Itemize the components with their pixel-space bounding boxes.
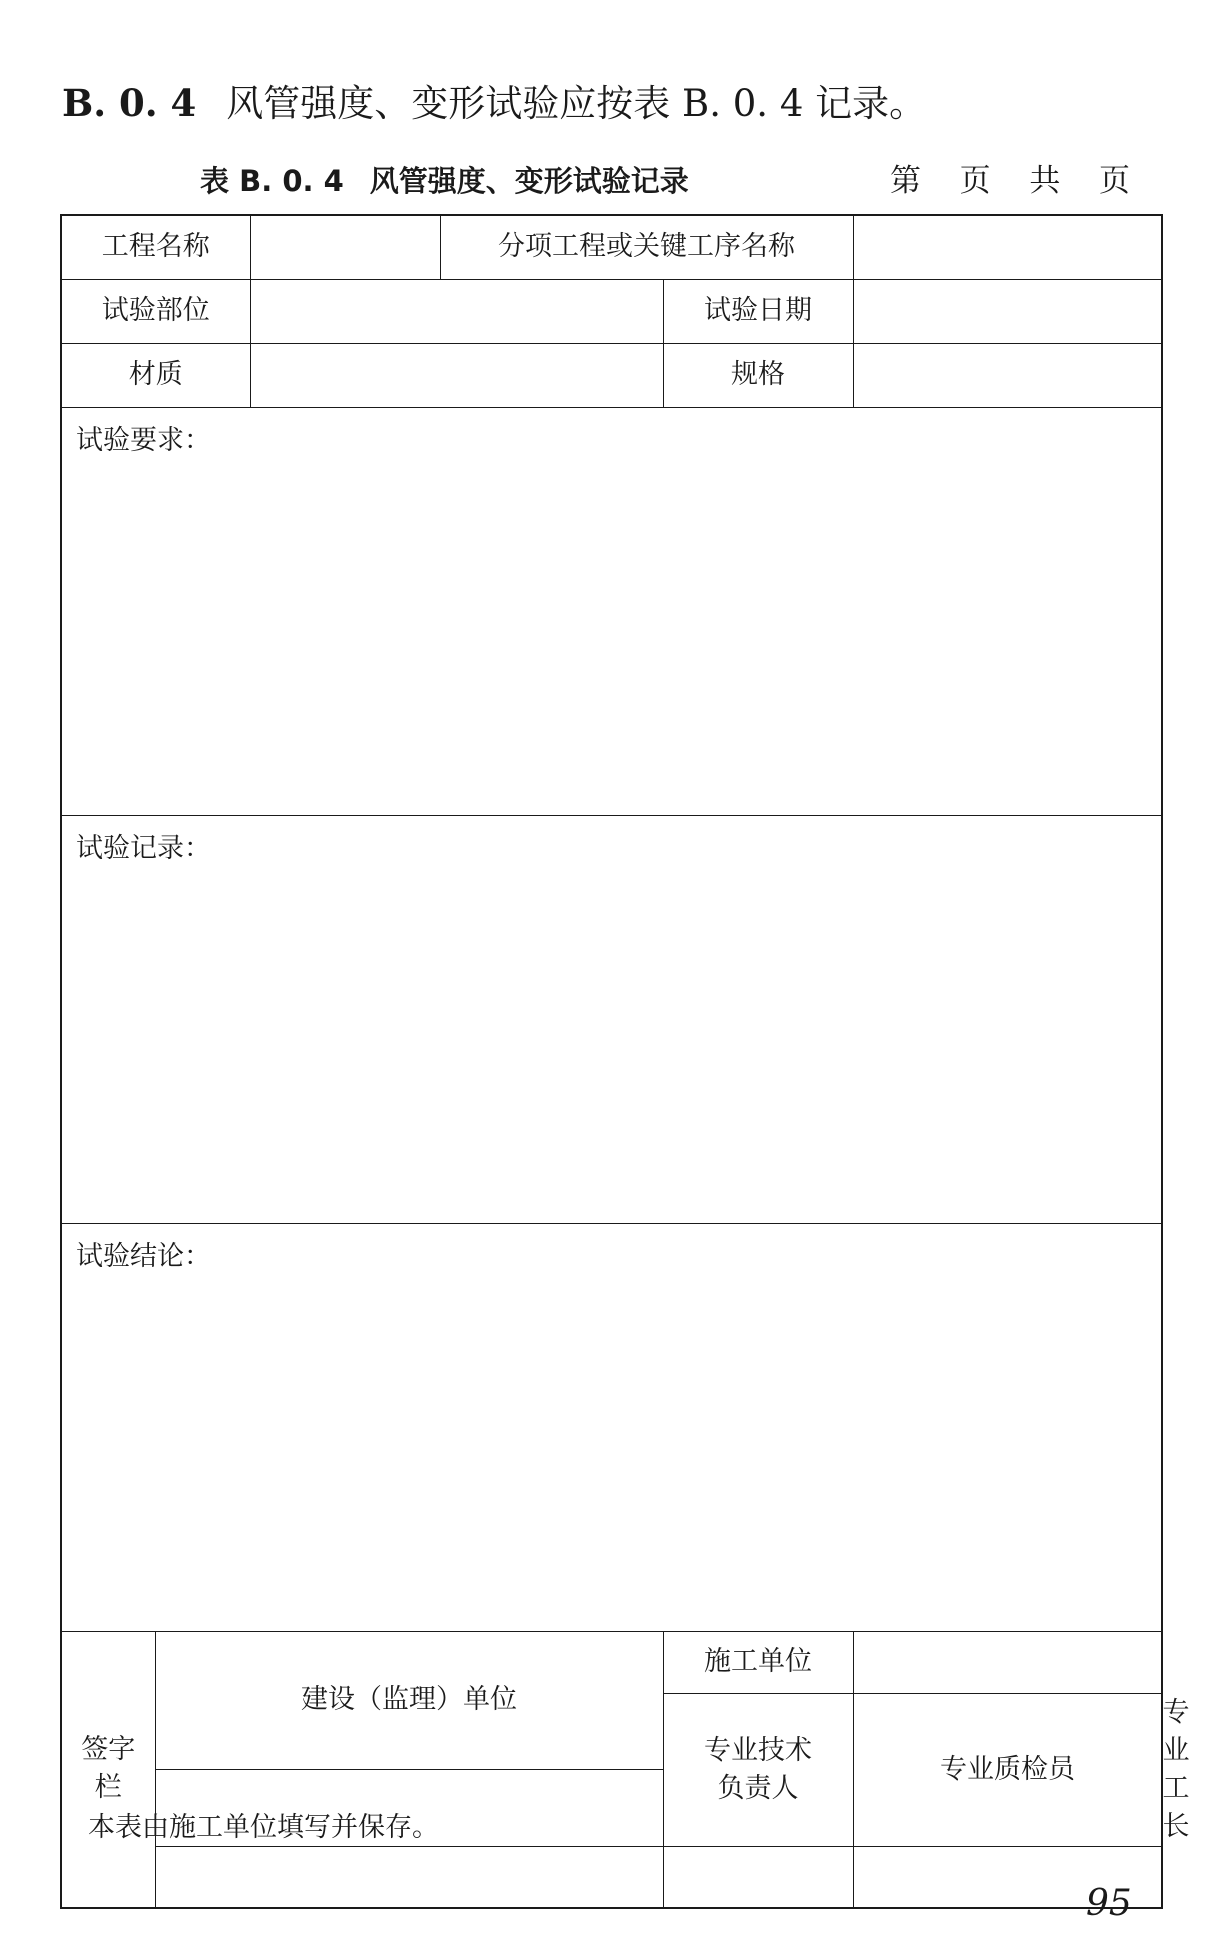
signature-column-label (61, 1631, 155, 1908)
page-count-ye: 页 (959, 163, 991, 199)
records-section[interactable] (61, 815, 1162, 1223)
signature-label-line1: 签字 (81, 1734, 136, 1766)
owner-unit-label: 建设（监理）单位 (155, 1631, 663, 1770)
records-label: 试验记录： (76, 832, 211, 864)
footnote: 本表由施工单位填写并保存。 (88, 1812, 439, 1843)
tech-lead-line1: 专业技术 (704, 1734, 812, 1766)
construction-unit-value[interactable] (853, 1631, 1162, 1693)
conclusion-label: 试验结论： (76, 1240, 211, 1272)
test-record-form: 工程名称 分项工程或关键工序名称 试验部位 试验日期 材质 规格 试验要求： 试验记录： 试验结论： 签字 栏 建设（监理）单位 施工单位 专业技术 负责人 专业质检员 专业工长 (60, 214, 1163, 1909)
clause-heading (62, 78, 926, 129)
clause-number: B. 0. 4 (62, 81, 197, 125)
conclusion-section[interactable] (61, 1223, 1162, 1631)
material-value[interactable] (250, 343, 663, 407)
table-title: 风管强度、变形试验记录 (369, 164, 689, 198)
test-date-value[interactable] (853, 279, 1162, 343)
subitem-name-value[interactable] (853, 215, 1162, 279)
table-caption (200, 160, 689, 202)
table-number: 表 B. 0. 4 (200, 164, 344, 198)
clause-text: 风管强度、变形试验应按表 B. 0. 4 记录。 (226, 82, 927, 125)
page-count (890, 160, 1130, 202)
owner-signature-cell[interactable] (155, 1846, 663, 1908)
material-label: 材质 (61, 343, 250, 407)
test-location-value[interactable] (250, 279, 663, 343)
specification-value[interactable] (853, 343, 1162, 407)
requirements-section[interactable] (61, 407, 1162, 815)
page-count-gong: 共 (1029, 163, 1061, 199)
project-name-label: 工程名称 (61, 215, 250, 279)
subitem-name-label: 分项工程或关键工序名称 (440, 215, 853, 279)
specification-label: 规格 (663, 343, 853, 407)
signature-label-line2: 栏 (94, 1772, 122, 1804)
page-number: 95 (1086, 1883, 1132, 1924)
quality-inspector-label: 专业质检员 (853, 1693, 1162, 1846)
requirements-label: 试验要求： (76, 424, 211, 456)
tech-lead-line2: 负责人 (717, 1772, 799, 1804)
construction-unit-label: 施工单位 (663, 1631, 853, 1693)
test-date-label: 试验日期 (663, 279, 853, 343)
tech-lead-label (663, 1693, 853, 1846)
page-count-ye-total: 页 (1098, 163, 1130, 199)
page-count-di: 第 (890, 163, 921, 199)
tech-lead-signature[interactable] (663, 1846, 853, 1908)
project-name-value[interactable] (250, 215, 440, 279)
test-location-label: 试验部位 (61, 279, 250, 343)
